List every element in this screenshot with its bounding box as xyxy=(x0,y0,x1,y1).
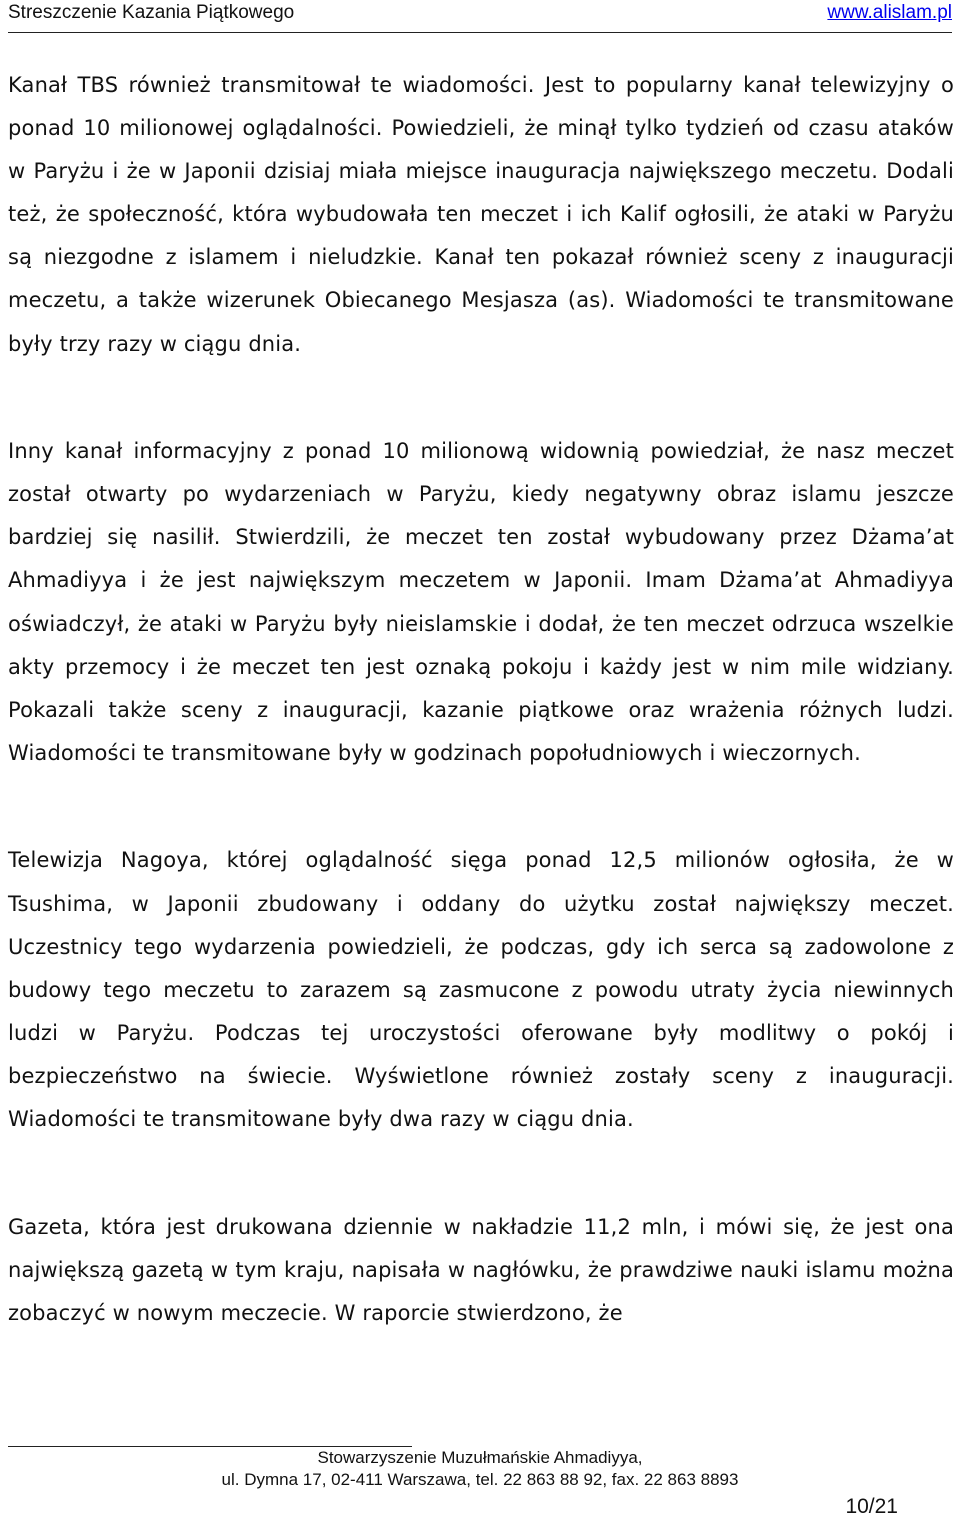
paragraph-4: Gazeta, która jest drukowana dziennie w nakładzie 11,2 mln, i mówi się, że jest ona największą gazetą w tym kraju, napisała w nagłówku, że prawdziwe nauki islamu można zobaczyć w nowym meczecie. W raporcie stwierdzono, że xyxy=(8,1214,954,1325)
paragraph-3: Telewizja Nagoya, której oglądalność sięga ponad 12,5 milionów ogłosiła, że w Tsushima, w Japonii zbudowany i oddany do użytku został największy meczet. Uczestnicy tego wydarzenia powiedzieli, że podczas, gdy ich serca są zadowolone z budowy tego meczetu to zarazem są zasmucone z powodu utraty życia niewinnych ludzi w Paryżu. Podczas tej uroczystości oferowane były modlitwy o pokój i bezpieczeństwo na świecie. Wyświetlone również zostały sceny z inauguracji. Wiadomości te transmitowane były dwa razy w ciągu dnia. xyxy=(8,848,954,1131)
page-footer xyxy=(0,1447,960,1491)
page-header xyxy=(8,2,952,33)
website-link[interactable]: www.alislam.pl xyxy=(827,2,952,23)
paragraph-2: Inny kanał informacyjny z ponad 10 milionową widownią powiedział, że nasz meczet został otwarty po wydarzeniach w Paryżu, kiedy negatywny obraz islamu jeszcze bardziej się nasilił. Stwierdzili, że meczet ten został wybudowany przez Dżama’at Ahmadiyya i że jest największym meczetem w Japonii. Imam Dżama’at Ahmadiyya oświadczył, że ataki w Paryżu były nieislamskie i dodał, że ten meczet odrzuca wszelkie akty przemocy i że meczet ten jest oznaką pokoju i każdy jest w nim mile widziany. Pokazali także sceny z inauguracji, kazanie piątkowe oraz wrażenia różnych ludzi. Wiadomości te transmitowane były w godzinach popołudniowych i wieczornych. xyxy=(8,439,954,765)
footer-address: ul. Dymna 17, 02-411 Warszawa, tel. 22 863 88 92, fax. 22 863 8893 xyxy=(221,1470,739,1489)
footer-organization: Stowarzyszenie Muzułmańskie Ahmadiyya, xyxy=(317,1448,643,1467)
page-number: 10/21 xyxy=(845,1495,898,1518)
paragraph-1: Kanał TBS również transmitował te wiadomości. Jest to popularny kanał telewizyjny o ponad 10 milionowej oglądalności. Powiedzieli, że minął tylko tydzień od czasu ataków w Paryżu i że w Japonii dzisiaj miała miejsce inauguracja największego meczetu. Dodali też, że społeczność, która wybudowała ten meczet i ich Kalif ogłosili, że ataki w Paryżu są niezgodne z islamem i nieludzkie. Kanał ten pokazał również sceny z inauguracji meczetu, a także wizerunek Obiecanego Mesjasza (as). Wiadomości te transmitowane były trzy razy w ciągu dnia. xyxy=(8,73,954,356)
article-body xyxy=(8,64,954,1335)
document-title: Streszczenie Kazania Piątkowego xyxy=(8,2,295,23)
